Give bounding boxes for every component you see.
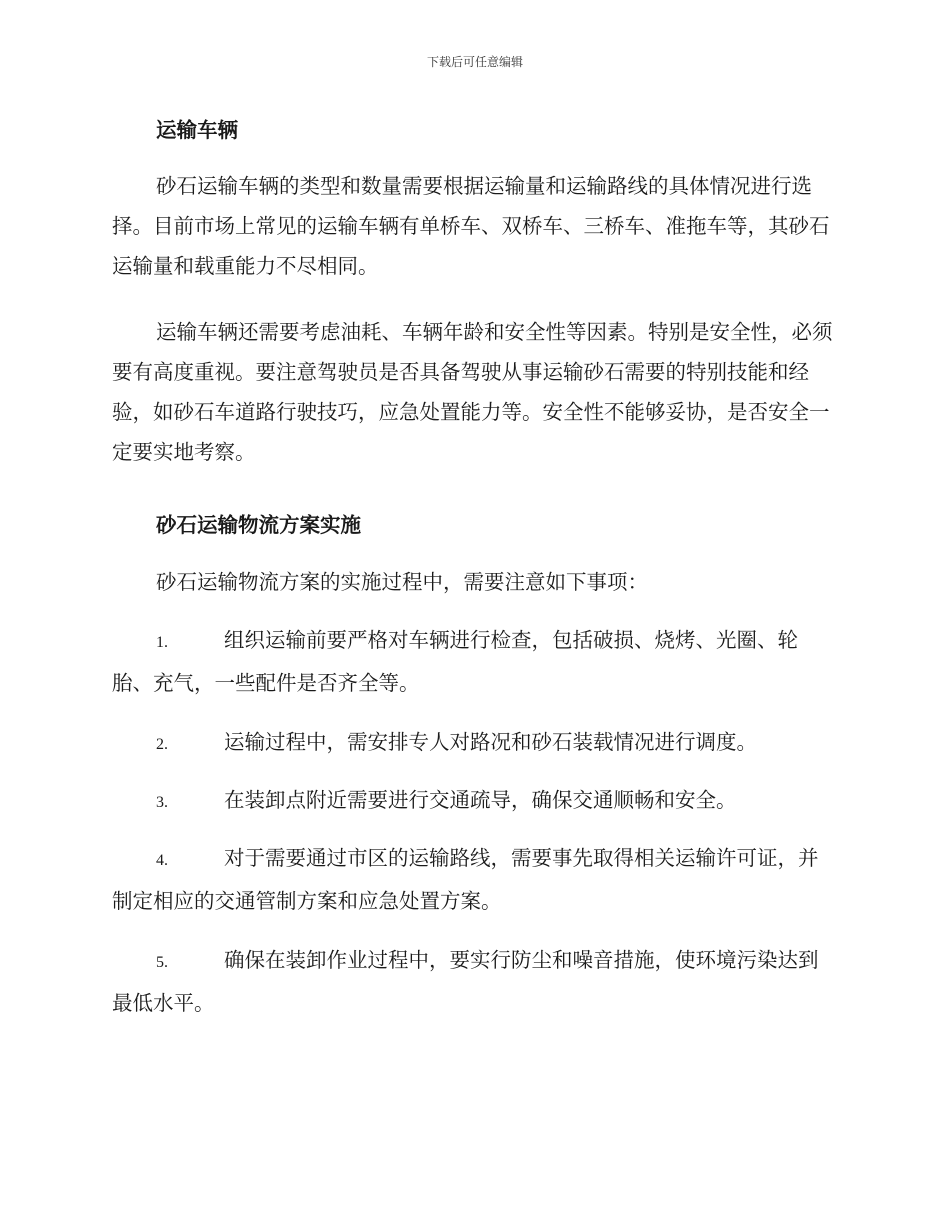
list-item-number: 3. bbox=[156, 794, 168, 811]
list-item bbox=[112, 722, 834, 765]
list-item-text: 确保在装卸作业过程中，要实行防尘和噪音措施，使环境污染达到最低水平。 bbox=[112, 948, 819, 1015]
section-heading-vehicles: 运输车辆 bbox=[156, 118, 238, 142]
list-item-text: 对于需要通过市区的运输路线，需要事先取得相关运输许可证，并制定相应的交通管制方案和应急处置方案。 bbox=[112, 846, 819, 913]
list-item-text: 组织运输前要严格对车辆进行检查，包括破损、烧烤、光圈、轮胎、充气，一些配件是否齐全等。 bbox=[112, 628, 798, 695]
list-item bbox=[112, 838, 834, 921]
section-heading-implementation: 砂石运输物流方案实施 bbox=[156, 513, 361, 537]
list-item bbox=[112, 940, 834, 1023]
list-item bbox=[112, 780, 834, 823]
paragraph-vehicle-types: 砂石运输车辆的类型和数量需要根据运输量和运输路线的具体情况进行选择。目前市场上常见的运输车辆有单桥车、双桥车、三桥车、准拖车等，其砂石运输量和载重能力不尽相同。 bbox=[112, 174, 830, 278]
page-header: 下载后可任意编辑 bbox=[426, 55, 523, 69]
list-item-text: 在装卸点附近需要进行交通疏导，确保交通顺畅和安全。 bbox=[224, 788, 737, 812]
list-item-text: 运输过程中，需安排专人对路况和砂石装载情况进行调度。 bbox=[224, 730, 757, 754]
list-item-number: 4. bbox=[156, 852, 168, 869]
list-item-number: 2. bbox=[156, 736, 168, 753]
list-item bbox=[112, 620, 834, 703]
list-item-number: 1. bbox=[156, 634, 168, 651]
paragraph-vehicle-safety: 运输车辆还需要考虑油耗、车辆年龄和安全性等因素。特别是安全性，必须要有高度重视。要注意驾驶员是否具备驾驶从事运输砂石需要的特别技能和经验，如砂石车道路行驶技巧，应急处置能力等。安全性不能够妥协，是否安全一定要实地考察。 bbox=[112, 320, 833, 464]
list-item-number: 5. bbox=[156, 954, 168, 971]
paragraph-implementation-intro: 砂石运输物流方案的实施过程中，需要注意如下事项： bbox=[156, 570, 648, 594]
